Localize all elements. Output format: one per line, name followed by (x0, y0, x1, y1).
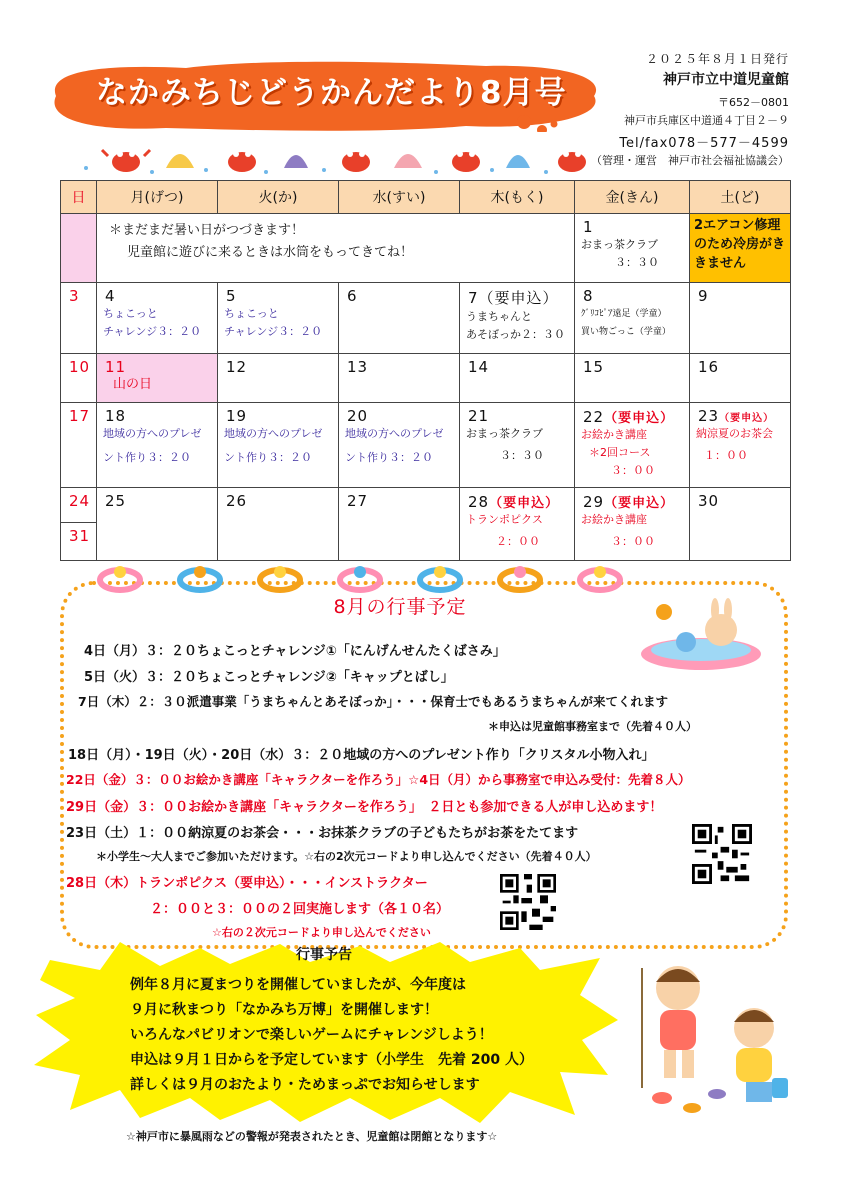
day-cell-31 (61, 523, 96, 545)
event-line: 4日（月）３：２０ちょこっとチャレンジ①「にんげんせんたくばさみ」 (84, 644, 506, 659)
day-cell-10 (61, 354, 97, 403)
day-cell-18 (97, 403, 218, 488)
day-cell-3 (61, 283, 97, 354)
event-time: ２：００ (496, 535, 540, 548)
shell-icon (394, 154, 422, 168)
postal-code: 〒652－0801 (718, 96, 789, 109)
event-note: ＊2回コース (589, 446, 651, 459)
swim-ring-icon (180, 566, 220, 590)
notice-cell (97, 214, 575, 283)
day-cell-27 (339, 488, 460, 561)
crab-icon (452, 151, 480, 172)
day-cell-8 (575, 283, 690, 354)
qr-code-icon[interactable] (500, 874, 556, 930)
preview-line: 例年８月に夏まつりを開催していましたが、今年度は (130, 977, 466, 993)
event-line: 18日（月）・19日（火）・20日（水）３：２０地域の方へのプレゼント作り「クリスタル小物入れ」 (68, 748, 655, 763)
preview-line: ９月に秋まつり「なかみち万博」を開催します！ (130, 1002, 438, 1018)
event-note: ＊申込は児童館事務室まで（先着４０人） (488, 720, 697, 733)
day-cell-4 (97, 283, 218, 354)
qr-code-icon[interactable] (692, 824, 752, 884)
weekday-thu: 木(もく) (460, 181, 575, 214)
day-cell-1 (575, 214, 690, 283)
event-label: 地域の方へのプレゼ (345, 427, 444, 440)
weekday-sun: 日 (61, 181, 97, 214)
swim-ring-icon (340, 566, 380, 590)
event-label: お絵かき講座 (581, 428, 647, 441)
day-number: 13 (347, 358, 369, 376)
weekday-wed: 水(すい) (339, 181, 460, 214)
event-line: 22日（金）３：００お絵かき講座「キャラクターを作ろう」☆4日（月）から事務室で申込み受付：先着８人） (66, 772, 691, 787)
weekday-fri: 金(きん) (575, 181, 690, 214)
event-time: チャレンジ３：２０ (224, 325, 323, 338)
day-number: 3 (69, 287, 80, 305)
holiday-label: 山の日 (113, 377, 153, 392)
tel-fax: Tel/fax078－577－4599 (619, 136, 789, 151)
day-cell-19 (218, 403, 339, 488)
day-cell-28 (460, 488, 575, 561)
event-line: 28日（木）トランポピクス（要申込）・・・インストラクター (66, 876, 428, 891)
preview-line: 詳しくは９月のおたより・ためまっぷでお知らせします (130, 1077, 480, 1093)
day-number: 28（要申込） (468, 493, 560, 511)
day-cell-13 (339, 354, 460, 403)
day-number: 26 (226, 492, 248, 510)
day-number: 9 (698, 287, 709, 305)
event-time: ント作り３：２０ (224, 451, 312, 464)
day-cell-7 (460, 283, 575, 354)
week-row-1 (61, 214, 791, 283)
day-number: 20 (347, 407, 369, 425)
event-line: ２：００と３：００の２回実施します（各１０名） (150, 902, 450, 917)
aircon-notice: 2エアコン修理のため冷房がききません (694, 218, 786, 271)
day-number: 18 (105, 407, 127, 425)
event-label: 買い物ごっこ（学童） (581, 327, 671, 337)
day-cell-23 (690, 403, 791, 488)
weekday-tue: 火(か) (218, 181, 339, 214)
crab-icon (558, 151, 586, 172)
day-cell-6 (339, 283, 460, 354)
day-cell-17 (61, 403, 97, 488)
day-cell-24 (61, 488, 96, 523)
events-title: 8月の行事予定 (333, 596, 467, 618)
august-calendar (60, 180, 791, 561)
day-number: 14 (468, 358, 490, 376)
event-label: おまっ茶クラブ (466, 427, 543, 440)
swim-ring-icon (500, 566, 540, 590)
day-cell-11 (97, 354, 218, 403)
day-number: 12 (226, 358, 248, 376)
day-cell-21 (460, 403, 575, 488)
event-time: あそぼっか２：３０ (466, 328, 565, 341)
day-cell-25 (97, 488, 218, 561)
day-number: 8 (583, 287, 594, 305)
management-org: （管理・運営 神戸市社会福祉協議会） (591, 154, 789, 167)
day-cell-20 (339, 403, 460, 488)
day-number: 21 (468, 407, 490, 425)
weekday-mon: 月(げつ) (97, 181, 218, 214)
day-cell-29 (575, 488, 690, 561)
address: 神戸市兵庫区中道通４丁目２－９ (624, 114, 789, 127)
event-time: ３：３０ (500, 449, 544, 462)
event-label: 納涼夏のお茶会 (696, 427, 773, 440)
day-cell-24-31 (61, 488, 97, 561)
preview-line: いろんなパビリオンで楽しいゲームにチャレンジしよう！ (130, 1027, 493, 1043)
week-row-5 (61, 488, 791, 561)
event-label: トランポピクス (466, 513, 543, 526)
day-number: 6 (347, 287, 358, 305)
shell-icon (284, 155, 308, 168)
event-time: ント作り３：２０ (103, 451, 191, 464)
event-time: ３：００ (611, 535, 655, 548)
day-number: 4 (105, 287, 116, 305)
issue-date: ２０２５年８月１日発行 (645, 52, 789, 66)
event-time: ３：３０ (615, 256, 659, 269)
event-label: うまちゃんと (466, 310, 532, 323)
event-note: ＊小学生～大人までご参加いただけます。☆右の2次元コードより申し込んでください（先着４０人） (96, 850, 597, 863)
day-cell-22 (575, 403, 690, 488)
event-time: ３：００ (611, 464, 655, 477)
day-number: 31 (69, 527, 91, 545)
swim-ring-icon (420, 566, 460, 590)
newsletter-title: なかみちじどうかんだより8月号 (96, 75, 567, 111)
day-cell-5 (218, 283, 339, 354)
day-cell-30 (690, 488, 791, 561)
week-row-2 (61, 283, 791, 354)
shell-icon (166, 154, 194, 168)
day-number: 10 (69, 358, 91, 376)
pool-illustration (636, 596, 766, 674)
swim-ring-icon (260, 566, 300, 590)
notice-line-2: 児童館に遊びに来るときは水筒をもってきてね！ (127, 245, 414, 260)
day-number: 17 (69, 407, 91, 425)
kids-fishing-illustration (622, 958, 792, 1118)
week-row-3 (61, 354, 791, 403)
day-number: 27 (347, 492, 369, 510)
preview-line: 申込は９月１日からを予定しています（小学生 先着 200 人） (130, 1052, 533, 1068)
weekday-sat: 土(ど) (690, 181, 791, 214)
event-line: 29日（金）３：００お絵かき講座「キャラクターを作ろう」 ２日とも参加できる人が申し込めます！ (66, 800, 663, 815)
event-label: ｸﾞﾘｺﾋﾟｱ遠足（学童） (581, 309, 667, 319)
preview-title: 行事予告 (296, 947, 352, 963)
swim-ring-icon (100, 566, 140, 590)
event-label: ちょこっと (224, 307, 279, 320)
notice-line-1: ＊まだまだ暑い日がつづきます！ (109, 223, 305, 238)
day-number: 16 (698, 358, 720, 376)
crab-border-decoration (56, 138, 596, 178)
day-cell-16 (690, 354, 791, 403)
event-label: ちょこっと (103, 307, 158, 320)
day-number: 11 (105, 358, 127, 376)
day-number: 25 (105, 492, 127, 510)
day-number: 7（要申込） (468, 289, 559, 307)
day-cell-14 (460, 354, 575, 403)
week-row-4 (61, 403, 791, 488)
event-line: 5日（火）３：２０ちょこっとチャレンジ②「キャップとばし」 (84, 670, 454, 685)
day-number: 30 (698, 492, 720, 510)
event-note: ☆右の２次元コードより申し込んでください (212, 926, 431, 939)
event-time: １：００ (704, 449, 748, 462)
storm-closure-note: ☆神戸市に暴風雨などの警報が発表されたとき、児童館は閉館となります☆ (126, 1130, 498, 1143)
day-number: 24 (69, 492, 91, 510)
event-label: 地域の方へのプレゼ (224, 427, 323, 440)
shell-icon (506, 155, 530, 168)
event-label: おまっ茶クラブ (581, 238, 658, 251)
day-cell-9 (690, 283, 791, 354)
event-line: 23日（土）１：００納涼夏のお茶会・・・お抹茶クラブの子どもたちがお茶をたてます (66, 826, 579, 841)
event-time: チャレンジ３：２０ (103, 325, 202, 338)
day-cell-2 (690, 214, 791, 283)
day-number: 19 (226, 407, 248, 425)
event-label: 地域の方へのプレゼ (103, 427, 202, 440)
facility-name: 神戸市立中道児童館 (663, 72, 789, 88)
crab-icon (342, 151, 370, 172)
event-time: ント作り３：２０ (345, 451, 433, 464)
day-cell-26 (218, 488, 339, 561)
crab-icon (102, 150, 150, 172)
day-number: 5 (226, 287, 237, 305)
day-number: 22（要申込） (583, 408, 675, 426)
day-number: 23（要申込） (698, 407, 775, 425)
weekday-header-row (61, 181, 791, 214)
event-line: 7日（木）２：３０派遣事業「うまちゃんとあそぼっか」・・・保育士でもあるうまちゃんが来てくれます (78, 694, 668, 709)
swim-ring-icon (580, 566, 620, 590)
event-label: お絵かき講座 (581, 513, 647, 526)
day-cell-12 (218, 354, 339, 403)
swim-ring-border-decoration (90, 562, 630, 596)
crab-icon (228, 151, 256, 172)
day-cell-15 (575, 354, 690, 403)
day-number: 15 (583, 358, 605, 376)
day-number: 29（要申込） (583, 493, 675, 511)
day-number: 1 (583, 218, 594, 236)
day-cell-empty (61, 214, 97, 283)
